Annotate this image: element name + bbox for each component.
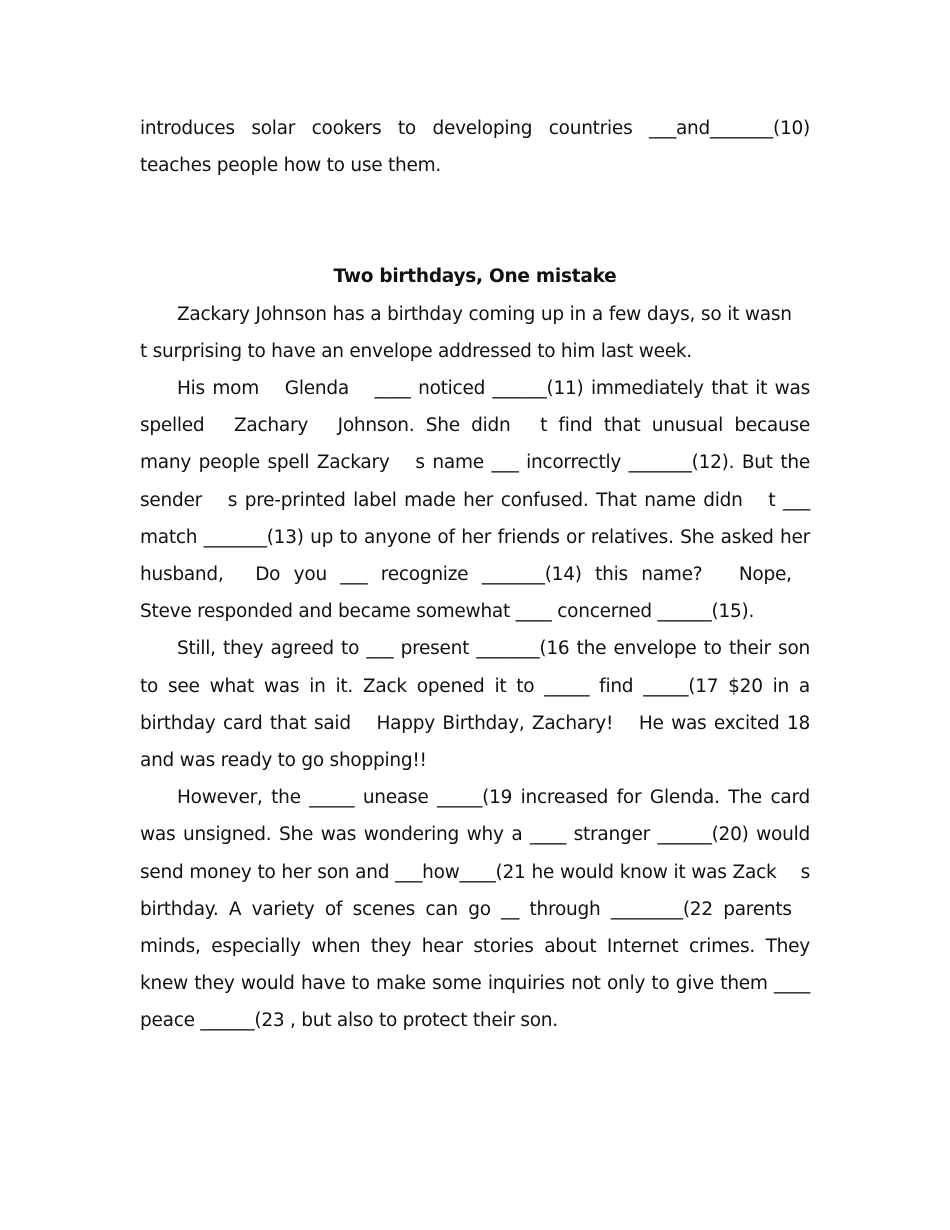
story-paragraph-2: His mom Glenda ____ noticed ______(11) immediately that it was spelled Zachary Johnson. She didn t find that unusual because many people spell Zackary s name ___ incorrectly _______(12). But the sender s pre-printed label made her confused. That name didn t ___ match _______(13) up to anyone of her friends or relatives. She asked her husband, Do you ___ recognize _______(14) this name? Nope, Steve responded and became somewhat ____ concerned ______(15). [140,378,810,623]
story-title: Two birthdays, One mistake [333,266,617,288]
section-spacer [140,184,810,258]
story-paragraph-4: However, the _____ unease _____(19 increased for Glenda. The card was unsigned. She was wondering why a ____ stranger ______(20) would send money to her son and ___how____(21 he would know it was Zack s birthday. A variety of scenes can go __ through ________(22 parents minds, especially when they hear stories about Internet crimes. They knew they would have to make some inquiries not only to give them ____ peace ______(23 , but also to protect their son. [140,787,810,1032]
story-paragraph-3: Still, they agreed to ___ present _______(16 the envelope to their son to see what was in it. Zack opened it to _____ find _____(17 $20 in a birthday card that said Happy Birthday, Zachary! He was excited 18 and was ready to go shopping!! [140,638,810,772]
document-page [140,110,810,1040]
story-paragraph-1: Zackary Johnson has a birthday coming up in a few days, so it wasn t surprising to have an envelope addressed to him last week. [140,303,810,362]
intro-paragraph: introduces solar cookers to developing countries ___and_______(10) teaches people how to use them. [140,118,810,177]
